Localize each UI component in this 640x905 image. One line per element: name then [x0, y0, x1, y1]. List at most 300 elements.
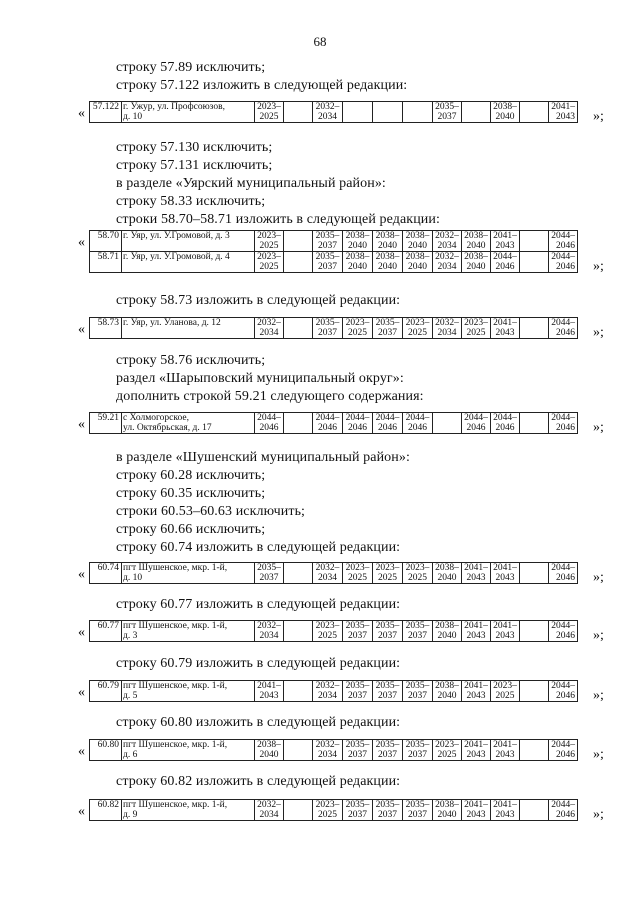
year-value: 2023–: [493, 681, 517, 691]
year-value: 2044–: [375, 413, 400, 423]
year-cell: [284, 102, 313, 123]
instruction-line: строку 58.33 исключить;: [116, 194, 266, 209]
year-value: 2025: [318, 631, 337, 641]
year-value: 2037: [378, 328, 397, 338]
year-value: 2038–: [405, 231, 430, 241]
instruction-line: строку 58.73 изложить в следующей редакции:: [116, 293, 401, 308]
year-value: [343, 102, 372, 112]
year-value: 2025: [259, 241, 279, 251]
year-value: 2035–: [257, 563, 281, 573]
year-value: 2037: [318, 328, 337, 338]
year-value: [284, 423, 312, 433]
year-value: 2025: [348, 573, 367, 583]
year-value: [284, 328, 312, 338]
year-value: 2040: [437, 691, 457, 701]
year-cell: [284, 318, 313, 339]
address-cell: [122, 621, 255, 642]
year-value: [284, 102, 312, 112]
year-value: [284, 631, 312, 641]
year-value: 2046: [556, 423, 575, 433]
data-table: [89, 680, 578, 702]
year-cell: [433, 740, 462, 761]
year-value: 2040: [437, 810, 457, 820]
address-line: д. 10: [123, 112, 143, 122]
year-value: 2037: [408, 631, 427, 641]
year-value: 2037: [378, 631, 397, 641]
year-cell: [284, 800, 313, 821]
closing-quote: »;: [593, 628, 604, 643]
row-number-cell: [90, 231, 122, 252]
year-value: 2032–: [257, 318, 281, 328]
row-number: 59.21: [97, 413, 119, 423]
address-cell: [122, 800, 255, 821]
year-cell: [403, 231, 433, 252]
year-value: 2037: [378, 750, 397, 760]
year-cell: [343, 681, 373, 702]
year-value: 2025: [408, 328, 427, 338]
year-cell: [433, 231, 462, 252]
year-value: 2023–: [257, 102, 281, 112]
year-value: 2041–: [464, 681, 488, 691]
year-cell: [373, 102, 403, 123]
year-value: 2043: [495, 241, 515, 251]
year-value: 2035–: [345, 681, 370, 691]
year-value: [520, 413, 548, 423]
row-number: 57.122: [92, 102, 119, 112]
year-value: 2032–: [315, 681, 340, 691]
year-cell: [549, 681, 578, 702]
year-cell: [520, 413, 549, 434]
year-value: 2044–: [315, 413, 340, 423]
year-value: 2035–: [345, 621, 370, 631]
year-value: 2046: [378, 423, 397, 433]
year-value: [520, 621, 548, 631]
year-value: 2025: [495, 691, 515, 701]
year-value: [284, 691, 312, 701]
year-cell: [284, 681, 313, 702]
year-cell: [549, 252, 578, 273]
address-line: д. 5: [123, 691, 138, 701]
address-line: [123, 328, 253, 338]
year-value: 2032–: [315, 102, 340, 112]
year-value: [284, 262, 312, 272]
year-value: [403, 112, 432, 122]
instruction-line: строку 60.82 изложить в следующей редакции:: [116, 774, 401, 789]
instruction-line: строку 60.77 изложить в следующей редакции:: [116, 597, 401, 612]
year-cell: [403, 252, 433, 273]
year-value: 2038–: [345, 252, 370, 262]
year-value: 2037: [408, 691, 427, 701]
year-value: 2032–: [435, 231, 459, 241]
table-row: [90, 252, 578, 273]
year-value: [520, 262, 548, 272]
closing-quote: »;: [593, 807, 604, 822]
year-cell: [313, 800, 343, 821]
address-line: пгт Шушенское, мкр. 1-й,: [123, 621, 228, 631]
year-value: [284, 573, 312, 583]
year-value: 2035–: [315, 252, 340, 262]
year-cell: [549, 413, 578, 434]
address-line: пгт Шушенское, мкр. 1-й,: [123, 740, 228, 750]
year-value: [284, 621, 312, 631]
year-value: 2044–: [551, 740, 575, 750]
year-cell: [255, 621, 284, 642]
year-value: 2044–: [551, 252, 575, 262]
year-value: [403, 102, 432, 112]
year-cell: [520, 231, 549, 252]
year-value: 2037: [437, 112, 457, 122]
year-value: 2046: [556, 241, 575, 251]
address-line: г. Уяр, ул. Уланова, д. 12: [123, 318, 221, 328]
year-value: 2038–: [435, 681, 459, 691]
year-value: 2035–: [405, 740, 430, 750]
year-value: 2035–: [375, 621, 400, 631]
year-cell: [491, 800, 520, 821]
year-value: 2044–: [551, 563, 575, 573]
address-cell: [122, 681, 255, 702]
year-cell: [313, 563, 343, 584]
closing-quote: »;: [593, 259, 604, 274]
year-cell: [403, 318, 433, 339]
opening-quote: «: [78, 235, 85, 250]
year-value: 2023–: [464, 318, 488, 328]
year-cell: [462, 231, 491, 252]
instruction-line: строки 58.70–58.71 изложить в следующей редакции:: [116, 212, 440, 227]
closing-quote: »;: [593, 325, 604, 340]
year-cell: [549, 102, 578, 123]
table-row: [90, 318, 578, 339]
opening-quote: «: [78, 625, 85, 640]
year-value: 2037: [378, 691, 397, 701]
year-value: 2043: [466, 750, 486, 760]
address-line: с Холмогорское,: [123, 413, 189, 423]
year-value: 2023–: [405, 563, 430, 573]
year-value: 2032–: [315, 563, 340, 573]
year-value: [520, 252, 548, 262]
year-value: 2040: [348, 262, 367, 272]
year-value: 2041–: [464, 800, 488, 810]
year-value: 2046: [495, 423, 515, 433]
row-number: 60.77: [97, 621, 119, 631]
year-value: 2040: [378, 262, 397, 272]
year-cell: [373, 621, 403, 642]
year-value: 2035–: [315, 231, 340, 241]
year-cell: [284, 563, 313, 584]
address-line: д. 9: [123, 810, 138, 820]
year-cell: [491, 563, 520, 584]
closing-quote: »;: [593, 109, 604, 124]
year-cell: [433, 800, 462, 821]
data-table: [89, 620, 578, 642]
year-cell: [491, 740, 520, 761]
table-row: [90, 621, 578, 642]
year-cell: [549, 231, 578, 252]
year-value: 2034: [318, 750, 337, 760]
year-cell: [403, 681, 433, 702]
year-value: 2035–: [435, 102, 459, 112]
year-cell: [403, 563, 433, 584]
year-value: [284, 750, 312, 760]
year-value: 2025: [466, 328, 486, 338]
year-value: 2044–: [551, 231, 575, 241]
year-cell: [284, 231, 313, 252]
year-cell: [403, 621, 433, 642]
year-value: 2040: [408, 241, 427, 251]
year-value: [520, 112, 548, 122]
row-number: 58.71: [97, 252, 119, 262]
year-value: 2041–: [493, 621, 517, 631]
year-value: 2046: [556, 691, 575, 701]
year-cell: [255, 413, 284, 434]
year-cell: [433, 621, 462, 642]
year-value: [462, 102, 490, 112]
address-cell: [122, 231, 255, 252]
year-value: 2035–: [405, 621, 430, 631]
year-cell: [343, 102, 373, 123]
closing-quote: »;: [593, 420, 604, 435]
year-cell: [433, 102, 462, 123]
instruction-line: строку 57.130 исключить;: [116, 140, 273, 155]
instruction-line: в разделе «Шушенский муниципальный район»:: [116, 450, 410, 465]
instruction-line: строку 57.131 исключить;: [116, 158, 273, 173]
year-value: 2043: [495, 750, 515, 760]
year-value: 2025: [378, 573, 397, 583]
year-cell: [255, 318, 284, 339]
year-value: 2023–: [375, 563, 400, 573]
year-cell: [313, 621, 343, 642]
year-value: 2037: [348, 810, 367, 820]
year-cell: [433, 252, 462, 273]
data-table: [89, 101, 578, 123]
year-value: 2044–: [551, 681, 575, 691]
instruction-line: строку 60.35 исключить;: [116, 486, 266, 501]
year-value: 2043: [259, 691, 279, 701]
address-line: ул. Октябрьская, д. 17: [123, 423, 212, 433]
year-cell: [462, 621, 491, 642]
data-table: [89, 562, 578, 584]
year-value: 2032–: [435, 318, 459, 328]
year-value: 2035–: [405, 681, 430, 691]
year-value: 2043: [495, 573, 515, 583]
table-row: [90, 231, 578, 252]
year-cell: [403, 740, 433, 761]
year-cell: [343, 413, 373, 434]
address-cell: [122, 563, 255, 584]
year-value: 2023–: [257, 231, 281, 241]
instruction-line: строку 57.122 изложить в следующей редакции:: [116, 78, 408, 93]
year-value: [284, 252, 312, 262]
year-cell: [462, 318, 491, 339]
year-value: 2037: [408, 750, 427, 760]
data-table: [89, 230, 578, 273]
year-value: [520, 241, 548, 251]
year-cell: [491, 413, 520, 434]
year-cell: [520, 252, 549, 273]
opening-quote: «: [78, 417, 85, 432]
year-cell: [491, 621, 520, 642]
year-value: 2034: [318, 112, 337, 122]
year-value: 2038–: [257, 740, 281, 750]
year-cell: [520, 621, 549, 642]
year-value: 2044–: [551, 621, 575, 631]
year-value: 2040: [437, 631, 457, 641]
year-cell: [343, 231, 373, 252]
year-value: 2038–: [435, 800, 459, 810]
year-value: [433, 413, 461, 423]
data-table: [89, 739, 578, 761]
year-value: 2037: [348, 750, 367, 760]
year-value: [284, 231, 312, 241]
year-value: 2023–: [405, 318, 430, 328]
year-value: 2037: [318, 241, 337, 251]
year-value: [284, 740, 312, 750]
year-value: 2041–: [493, 563, 517, 573]
year-cell: [403, 800, 433, 821]
year-value: [520, 810, 548, 820]
year-value: 2025: [259, 112, 279, 122]
year-value: [284, 681, 312, 691]
row-number: 60.79: [97, 681, 119, 691]
address-line: д. 3: [123, 631, 138, 641]
year-cell: [343, 740, 373, 761]
year-cell: [255, 740, 284, 761]
year-value: [520, 573, 548, 583]
year-cell: [433, 681, 462, 702]
year-value: 2044–: [405, 413, 430, 423]
year-value: 2046: [408, 423, 427, 433]
year-value: [284, 112, 312, 122]
address-line: [123, 262, 253, 272]
year-cell: [284, 740, 313, 761]
year-value: 2038–: [375, 231, 400, 241]
year-value: 2041–: [493, 800, 517, 810]
year-value: 2023–: [345, 318, 370, 328]
year-cell: [373, 681, 403, 702]
table-row: [90, 563, 578, 584]
year-value: 2037: [378, 810, 397, 820]
instruction-line: строку 60.79 изложить в следующей редакции:: [116, 656, 401, 671]
year-value: 2023–: [435, 740, 459, 750]
year-value: 2025: [318, 810, 337, 820]
year-value: [520, 423, 548, 433]
year-value: [343, 112, 372, 122]
year-value: 2035–: [345, 800, 370, 810]
year-value: 2044–: [493, 252, 517, 262]
year-value: 2043: [495, 810, 515, 820]
address-line: г. Уяр, ул. У.Громовой, д. 3: [123, 231, 230, 241]
year-value: 2037: [348, 631, 367, 641]
year-value: 2040: [466, 241, 486, 251]
row-number-cell: [90, 800, 122, 821]
year-cell: [313, 681, 343, 702]
year-value: 2043: [556, 112, 575, 122]
year-value: 2034: [259, 810, 279, 820]
year-value: 2023–: [315, 621, 340, 631]
year-cell: [284, 413, 313, 434]
table-row: [90, 413, 578, 434]
year-value: 2041–: [551, 102, 575, 112]
table-row: [90, 102, 578, 123]
address-cell: [122, 252, 255, 273]
year-cell: [549, 563, 578, 584]
year-value: 2035–: [345, 740, 370, 750]
table-row: [90, 681, 578, 702]
row-number: 58.73: [97, 318, 119, 328]
year-cell: [520, 102, 549, 123]
year-cell: [491, 318, 520, 339]
instruction-line: строку 60.28 исключить;: [116, 468, 266, 483]
year-value: 2040: [495, 112, 515, 122]
instruction-line: строку 60.66 исключить;: [116, 522, 266, 537]
year-value: [520, 681, 548, 691]
year-cell: [343, 563, 373, 584]
year-cell: [433, 318, 462, 339]
address-cell: [122, 413, 255, 434]
year-cell: [313, 102, 343, 123]
year-cell: [462, 563, 491, 584]
year-value: 2043: [466, 810, 486, 820]
year-value: [520, 691, 548, 701]
year-cell: [284, 621, 313, 642]
data-table: [89, 799, 578, 821]
year-cell: [520, 563, 549, 584]
opening-quote: «: [78, 685, 85, 700]
year-cell: [491, 102, 520, 123]
year-cell: [491, 681, 520, 702]
year-cell: [520, 681, 549, 702]
year-cell: [313, 252, 343, 273]
year-value: 2032–: [257, 800, 281, 810]
address-cell: [122, 318, 255, 339]
year-value: 2046: [466, 423, 486, 433]
year-value: 2041–: [464, 563, 488, 573]
year-value: 2040: [466, 262, 486, 272]
row-number-cell: [90, 681, 122, 702]
year-value: 2034: [437, 241, 457, 251]
year-value: [520, 750, 548, 760]
year-value: 2040: [437, 573, 457, 583]
row-number-cell: [90, 413, 122, 434]
year-value: 2037: [259, 573, 279, 583]
address-line: г. Уяр, ул. У.Громовой, д. 4: [123, 252, 230, 262]
year-value: 2032–: [435, 252, 459, 262]
year-value: 2046: [495, 262, 515, 272]
year-cell: [373, 740, 403, 761]
row-number: 60.80: [97, 740, 119, 750]
year-value: 2044–: [464, 413, 488, 423]
year-cell: [373, 318, 403, 339]
year-value: [462, 112, 490, 122]
opening-quote: «: [78, 804, 85, 819]
year-value: 2035–: [375, 740, 400, 750]
year-value: 2044–: [493, 413, 517, 423]
year-cell: [284, 252, 313, 273]
year-cell: [491, 252, 520, 273]
year-value: 2037: [348, 691, 367, 701]
year-value: [284, 318, 312, 328]
data-table: [89, 412, 578, 434]
address-line: [123, 241, 253, 251]
closing-quote: »;: [593, 747, 604, 762]
instruction-line: строку 57.89 исключить;: [116, 60, 266, 75]
year-value: 2038–: [375, 252, 400, 262]
year-value: [520, 740, 548, 750]
row-number: 58.70: [97, 231, 119, 241]
instruction-line: дополнить строкой 59.21 следующего содержания:: [116, 389, 424, 404]
row-number-cell: [90, 621, 122, 642]
year-cell: [403, 413, 433, 434]
year-value: 2034: [259, 328, 279, 338]
